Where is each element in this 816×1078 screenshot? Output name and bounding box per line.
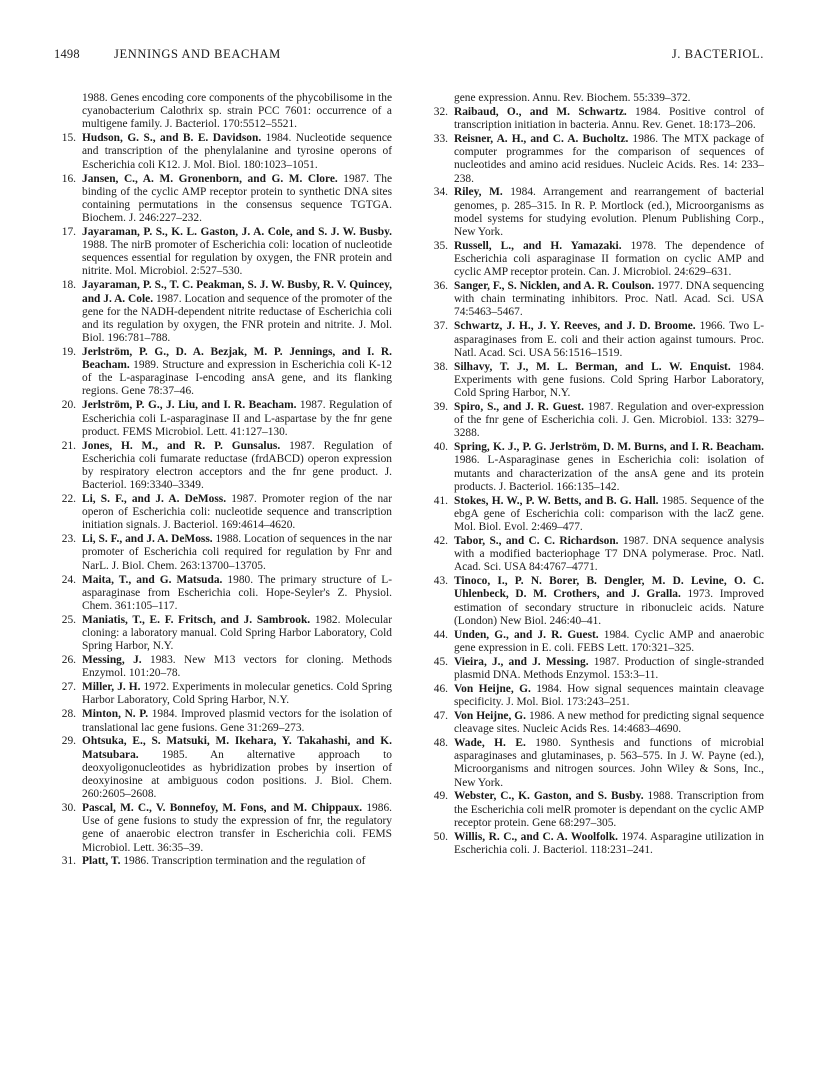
reference-number: 16.	[61, 172, 76, 185]
reference-entry	[54, 574, 392, 613]
reference-number: 37.	[433, 320, 448, 333]
reference-number: 48.	[433, 737, 448, 750]
reference-authors: Maita, T., and G. Matsuda.	[82, 573, 223, 586]
reference-number: 21.	[61, 439, 76, 452]
reference-entry	[426, 629, 764, 655]
reference-number: 39.	[433, 400, 448, 413]
reference-number: 25.	[61, 613, 76, 626]
reference-entry	[54, 493, 392, 532]
reference-body	[82, 654, 392, 680]
reference-body	[82, 574, 392, 613]
reference-entry	[426, 683, 764, 709]
reference-entry	[426, 831, 764, 857]
reference-entry	[426, 133, 764, 186]
reference-body	[454, 240, 764, 279]
reference-body	[82, 92, 392, 131]
reference-text: 1986. The MTX package of computer programmes for the comparison of sequences of nucleotides and amino acid residues. Nucleic Acids. Res. 14: 233–238.	[454, 133, 764, 185]
reference-entry	[426, 441, 764, 494]
reference-text: 1977. DNA sequencing with chain terminating inhibitors. Proc. Natl. Acad. Sci. USA 74:5463–5467.	[454, 280, 764, 319]
reference-entry	[54, 614, 392, 653]
reference-number: 17.	[61, 225, 76, 238]
reference-body	[82, 440, 392, 493]
reference-authors: Jerlström, P. G., D. A. Bezjak, M. P. Jennings, and I. R. Beacham.	[82, 345, 392, 372]
reference-entry	[426, 710, 764, 736]
reference-number: 31.	[61, 855, 76, 868]
reference-text: 1989. Structure and expression in Escherichia coli K-12 of the L-asparaginase I-encoding ansA gene, and its flanking regions. Gene 78:37–46.	[82, 359, 392, 398]
reference-body	[82, 132, 392, 171]
reference-body	[454, 790, 764, 829]
reference-number: 33.	[433, 133, 448, 146]
reference-number: 23.	[61, 533, 76, 546]
reference-text: 1987. DNA sequence analysis with a modified bacteriophage T7 DNA polymerase. Proc. Natl. Acad. Sci. USA 84:4767–4771.	[454, 534, 765, 574]
reference-entry	[54, 681, 392, 707]
reference-number: 22.	[61, 493, 76, 506]
reference-authors: Platt, T.	[82, 855, 121, 868]
reference-text: 1978. The dependence of Escherichia coli asparaginase II formation on cyclic AMP and cyclic AMP receptor protein. Can. J. Microbiol. 24:629–631.	[454, 239, 764, 279]
reference-entry	[426, 186, 764, 239]
reference-text: 1987. The binding of the cyclic AMP receptor protein to synthetic DNA sites containing permutations in the consensus sequence TGTGA. Biochem. J. 246:227–232.	[82, 172, 392, 224]
reference-number: 28.	[61, 708, 76, 721]
reference-text: 1988. Genes encoding core components of the phycobilisome in the cyanobacterium Calothrix sp. strain PCC 7601: occurrence of a multigene family. J. Bacteriol. 170:5512–5521.	[82, 92, 392, 131]
reference-entry	[54, 132, 392, 171]
reference-column-left	[54, 92, 392, 869]
reference-authors: Hudson, G. S., and B. E. Davidson.	[82, 132, 262, 145]
reference-authors: Willis, R. C., and C. A. Woolfolk.	[454, 830, 619, 843]
reference-number: 49.	[433, 790, 448, 803]
reference-entry	[54, 173, 392, 226]
reference-body	[454, 656, 764, 682]
reference-text: 1988. Transcription from the Escherichia coli melR promoter is dependant on the cyclic AMP receptor protein. Gene 68:297–305.	[454, 790, 764, 829]
reference-entry	[54, 654, 392, 680]
reference-authors: Jones, H. M., and R. P. Gunsalus.	[82, 439, 281, 452]
reference-number: 44.	[433, 628, 448, 641]
reference-entry	[54, 399, 392, 438]
reference-text: 1986. Transcription termination and the regulation of	[120, 855, 366, 868]
reference-text: 1980. Synthesis and functions of microbial asparaginases and glutaminases, p. 563–575. In J. W. Payne (ed.), Microorganisms and nitrogen sources. John Wiley & Sons, Inc., New York.	[454, 737, 764, 789]
reference-authors: Von Heijne, G.	[454, 682, 531, 695]
reference-entry	[426, 401, 764, 440]
reference-number: 19.	[61, 345, 76, 358]
reference-number: 47.	[433, 709, 448, 722]
reference-text: 1984. How signal sequences maintain cleavage specificity. J. Mol. Biol. 173:243–251.	[454, 682, 764, 708]
reference-authors: Reisner, A. H., and C. A. Bucholtz.	[454, 133, 629, 146]
reference-entry	[426, 495, 764, 534]
reference-entry	[54, 802, 392, 855]
reference-number: 40.	[433, 441, 448, 454]
reference-authors: Minton, N. P.	[82, 708, 149, 721]
reference-text: 1966. Two L-asparaginases from E. coli and their action against tumours. Proc. Natl. Acad. Sci. USA 56:1516–1519.	[454, 320, 764, 359]
reference-text: 1984. Arrangement and rearrangement of bacterial genomes, p. 285–315. In R. P. Mortlock (ed.), Microorganisms as model systems for studying evolution. Plenum Publishing Corp., New York.	[454, 186, 764, 238]
reference-authors: Sanger, F., S. Nicklen, and A. R. Coulson.	[454, 280, 655, 293]
reference-text: 1986. A new method for predicting signal sequence cleavage sites. Nucleic Acids Res. 14:4683–4690.	[454, 709, 764, 736]
reference-text: 1987. Production of single-stranded plasmid DNA. Methods Enzymol. 153:3–11.	[454, 655, 764, 681]
reference-text: 1985. Sequence of the ebgA gene of Escherichia coli: comparison with the lacZ gene. Mol. Biol. Evol. 2:469–477.	[454, 494, 764, 533]
reference-body	[82, 399, 392, 438]
reference-text: 1983. New M13 vectors for cloning. Methods Enzymol. 101:20–78.	[82, 654, 392, 680]
reference-authors: Russell, L., and H. Yamazaki.	[454, 239, 622, 252]
reference-column-right	[426, 92, 764, 858]
running-authors: JENNINGS AND BEACHAM	[114, 47, 281, 61]
reference-body	[454, 361, 764, 400]
reference-body	[454, 535, 764, 574]
reference-authors: Wade, H. E.	[454, 737, 526, 750]
reference-body	[82, 493, 392, 532]
reference-number: 18.	[61, 279, 76, 292]
reference-authors: Riley, M.	[454, 186, 503, 199]
reference-text: 1980. The primary structure of L-asparaginase from Escherichia coli. Hope-Seyler's Z. Physiol. Chem. 361:105–117.	[82, 573, 392, 612]
reference-body	[454, 575, 764, 628]
reference-text: 1987. Location and sequence of the promoter of the gene for the NADH-dependent nitrite reductase of Escherichia coli and its regulation by oxygen, the FNR protein and nitrite. J. Mol. Biol. 196:781–788.	[82, 292, 392, 344]
reference-body	[82, 226, 392, 279]
reference-body	[82, 614, 392, 653]
reference-body	[454, 629, 764, 655]
reference-number: 26.	[61, 654, 76, 667]
reference-entry	[426, 92, 764, 105]
reference-number: 27.	[61, 681, 76, 694]
reference-number: 43.	[433, 575, 448, 588]
reference-entry	[54, 735, 392, 801]
reference-number: 30.	[61, 802, 76, 815]
reference-body	[82, 533, 392, 572]
reference-number: 45.	[433, 655, 448, 668]
reference-number: 41.	[433, 494, 448, 507]
reference-body	[82, 681, 392, 707]
reference-text: 1987. Promoter region of the nar operon of Escherichia coli: nucleotide sequence and transcription initiation signals. J. Bacteriol. 169:4614–4620.	[82, 493, 392, 532]
reference-authors: Li, S. F., and J. A. DeMoss.	[82, 533, 213, 546]
reference-text: 1984. Experiments with gene fusions. Cold Spring Harbor Laboratory, Cold Spring Harbor, N.Y.	[454, 360, 764, 400]
reference-body	[454, 737, 764, 790]
reference-number: 50.	[433, 830, 448, 843]
reference-entry	[54, 533, 392, 572]
reference-authors: Messing, J.	[82, 654, 142, 667]
reference-body	[454, 401, 764, 440]
reference-number: 15.	[61, 132, 76, 145]
reference-body	[82, 855, 392, 868]
reference-authors: Webster, C., K. Gaston, and S. Busby.	[454, 790, 644, 803]
reference-authors: Jansen, C., A. M. Gronenborn, and G. M. Clore.	[82, 172, 338, 185]
reference-entry	[426, 656, 764, 682]
reference-text: 1984. Positive control of transcription initiation in bacteria. Annu. Rev. Genet. 18:173–206.	[454, 105, 764, 132]
reference-authors: Ohtsuka, E., S. Matsuki, M. Ikehara, Y. Takahashi, and K. Matsubara.	[82, 735, 392, 761]
reference-text: 1988. The nirB promoter of Escherichia coli: location of nucleotide sequences essential for regulation by oxygen, the FNR protein and nitrite. Mol. Microbiol. 2:527–530.	[82, 239, 392, 278]
reference-body	[454, 441, 764, 494]
reference-number: 24.	[61, 573, 76, 586]
reference-entry	[54, 226, 392, 279]
reference-body	[454, 92, 764, 105]
reference-text: 1974. Asparagine utilization in Escherichia coli. J. Bacteriol. 118:231–241.	[454, 830, 764, 856]
reference-number: 29.	[61, 735, 76, 748]
reference-entry	[426, 280, 764, 319]
reference-body	[82, 708, 392, 734]
journal-name: J. BACTERIOL.	[671, 47, 764, 61]
reference-entry	[426, 361, 764, 400]
reference-entry	[426, 106, 764, 132]
reference-number: 34.	[433, 186, 448, 199]
reference-entry	[54, 279, 392, 345]
reference-body	[454, 280, 764, 319]
reference-text: 1987. Regulation of Escherichia coli L-asparaginase II and L-aspartase by the fnr gene product. FEMS Microbiol. Lett. 41:127–130.	[82, 399, 392, 438]
reference-entry	[426, 535, 764, 574]
running-header	[54, 47, 764, 67]
reference-entry	[426, 790, 764, 829]
reference-body	[454, 320, 764, 359]
reference-text: 1988. Location of sequences in the nar promoter of Escherichia coli required for regulation by Fnr and NarL. J. Biol. Chem. 263:13700–13705.	[82, 533, 393, 572]
reference-authors: Miller, J. H.	[82, 681, 141, 694]
reference-body	[454, 186, 764, 239]
reference-authors: Schwartz, J. H., J. Y. Reeves, and J. D. Broome.	[454, 320, 696, 333]
reference-body	[454, 106, 764, 132]
reference-body	[454, 133, 764, 186]
reference-entry	[54, 855, 392, 868]
reference-text: 1973. Improved estimation of secondary structure in ribonucleic acids. Nature (London) New Biol. 246:40–41.	[454, 588, 765, 627]
reference-body	[82, 802, 392, 855]
reference-entry	[54, 708, 392, 734]
reference-entry	[426, 240, 764, 279]
reference-body	[82, 279, 392, 345]
reference-text: 1987. Regulation and over-expression of the fnr gene of Escherichia coli. J. Gen. Microbiol. 133: 3279–3288.	[454, 400, 764, 440]
reference-body	[82, 346, 392, 399]
reference-authors: Spring, K. J., P. G. Jerlström, D. M. Burns, and I. R. Beacham.	[454, 441, 764, 454]
reference-authors: Raibaud, O., and M. Schwartz.	[454, 105, 627, 118]
reference-text: 1972. Experiments in molecular genetics. Cold Spring Harbor Laboratory, Cold Spring Harbor, N.Y.	[82, 681, 393, 707]
reference-authors: Unden, G., and J. R. Guest.	[454, 628, 599, 641]
reference-body	[454, 710, 764, 736]
reference-authors: Stokes, H. W., P. W. Betts, and B. G. Hall.	[454, 494, 659, 507]
reference-text: gene expression. Annu. Rev. Biochem. 55:339–372.	[454, 92, 691, 104]
reference-authors: Pascal, M. C., V. Bonnefoy, M. Fons, and M. Chippaux.	[82, 802, 363, 815]
reference-entry	[54, 92, 392, 131]
reference-text: 1984. Nucleotide sequence and transcription of the phenylalanine and tyrosine operons of Escherichia coli K12. J. Mol. Biol. 180:1023–1051.	[82, 132, 392, 171]
reference-entry	[54, 346, 392, 399]
reference-authors: Von Heijne, G.	[454, 709, 526, 722]
reference-entry	[426, 575, 764, 628]
reference-entry	[426, 737, 764, 790]
reference-text: 1987. Regulation of Escherichia coli fumarate reductase (frdABCD) operon expression by respiratory electron acceptors and the fnr gene product. J. Bacteriol. 169:3340–3349.	[82, 439, 392, 492]
reference-authors: Jayaraman, P. S., T. C. Peakman, S. J. W. Busby, R. V. Quincey, and J. A. Cole.	[82, 279, 392, 305]
reference-body	[454, 831, 764, 857]
reference-number: 42.	[433, 534, 448, 547]
reference-text: 1986. L-Asparaginase genes in Escherichia coli: isolation of mutants and characterization of the ansA gene and its protein products. J. Bacteriol. 166:135–142.	[454, 454, 764, 493]
reference-number: 20.	[61, 399, 76, 412]
reference-authors: Maniatis, T., E. F. Fritsch, and J. Sambrook.	[82, 613, 311, 626]
reference-body	[454, 495, 764, 534]
reference-authors: Tinoco, I., P. N. Borer, B. Dengler, M. D. Levine, O. C. Uhlenbeck, D. M. Crothers, and J. Gralla.	[454, 575, 764, 601]
reference-number: 35.	[433, 239, 448, 252]
reference-authors: Spiro, S., and J. R. Guest.	[454, 400, 584, 413]
reference-text: 1985. An alternative approach to deoxyoligonucleotides as hybridization probes by insertion of deoxyinosine at ambiguous codon positions. J. Biol. Chem. 260:2605–2608.	[82, 748, 392, 801]
reference-entry	[54, 440, 392, 493]
reference-number: 46.	[433, 682, 448, 695]
reference-authors: Silhavy, T. J., M. L. Berman, and L. W. Enquist.	[454, 360, 731, 373]
reference-entry	[426, 320, 764, 359]
reference-number: 38.	[433, 360, 448, 373]
reference-number: 36.	[433, 280, 448, 293]
reference-authors: Jerlström, P. G., J. Liu, and I. R. Beacham.	[82, 399, 297, 412]
reference-body	[82, 173, 392, 226]
reference-text: 1984. Cyclic AMP and anaerobic gene expression in E. coli. FEBS Lett. 170:321–325.	[454, 628, 764, 654]
reference-body	[82, 735, 392, 801]
reference-text: 1984. Improved plasmid vectors for the isolation of translational lac gene fusions. Gene 31:269–273.	[82, 708, 392, 734]
reference-authors: Tabor, S., and C. C. Richardson.	[454, 534, 619, 547]
reference-authors: Li, S. F., and J. A. DeMoss.	[82, 493, 227, 506]
reference-authors: Jayaraman, P. S., K. L. Gaston, J. A. Cole, and S. J. W. Busby.	[82, 225, 392, 238]
page-number: 1498	[54, 47, 80, 61]
reference-number: 32.	[433, 105, 448, 118]
reference-body	[454, 683, 764, 709]
reference-authors: Vieira, J., and J. Messing.	[454, 655, 589, 668]
reference-text: 1986. Use of gene fusions to study the expression of fnr, the regulatory gene of anaerobic electron transfer in Escherichia coli. FEMS Microbiol. Lett. 36:35–39.	[82, 802, 392, 854]
reference-text: 1982. Molecular cloning: a laboratory manual. Cold Spring Harbor Laboratory, Cold Spring Harbor, N.Y.	[82, 613, 392, 653]
